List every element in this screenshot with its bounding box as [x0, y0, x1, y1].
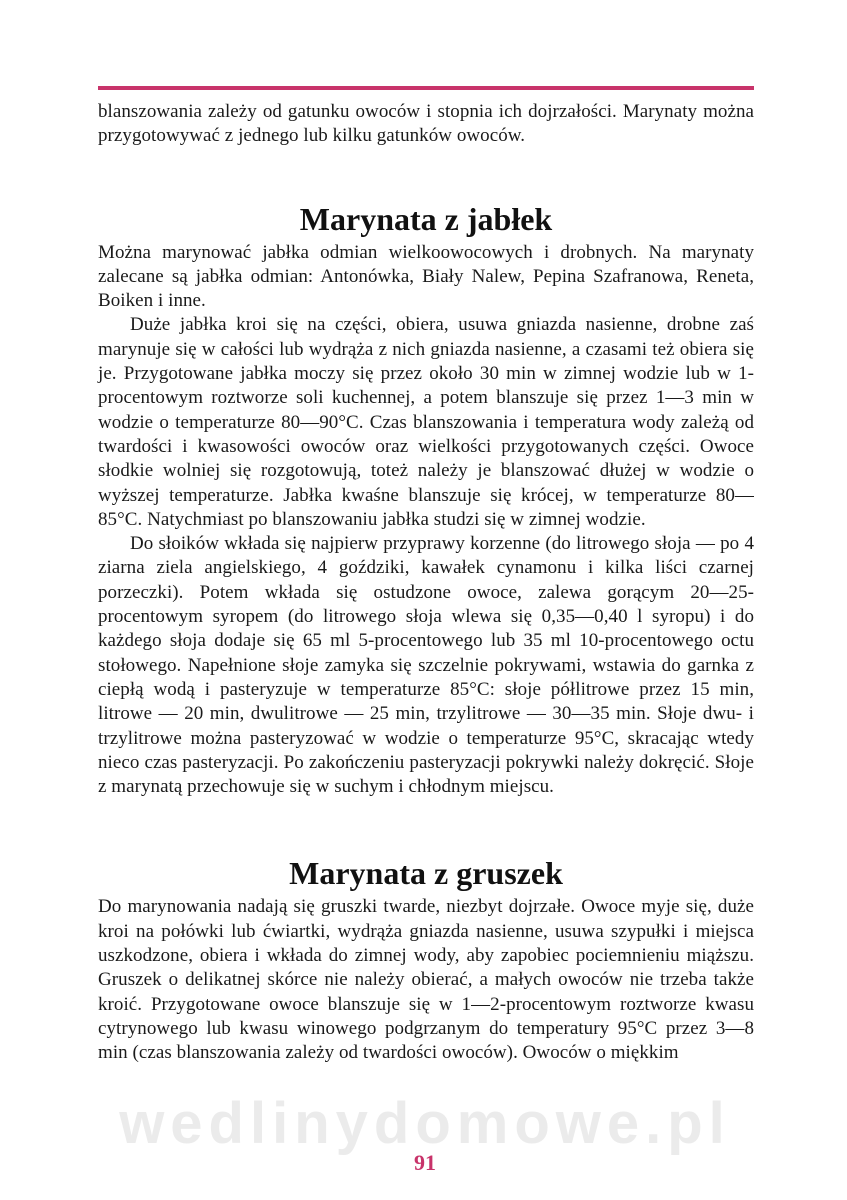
page-content [98, 100, 754, 1066]
header-rule [98, 86, 754, 90]
section-title-apples: Marynata z jabłek [299, 200, 553, 237]
apples-paragraph-2: Duże jabłka kroi się na części, obiera, usuwa gniazda nasienne, drobne zaś marynuje się w całości lub wydrąża z nich gniazda nasienne, a czasami też obiera się je. Przygotowane jabłka moczy się przez około 30 min w zimnej wodzie lub w 1-procentowym roztworze soli kuchennej, a potem blanszuje się przez 1—3 min w wodzie o temperaturze 80—90°C. Czas blanszowania i temperatura wody zależą od twardości i kwasowości owoców oraz wielkości przygotowanych części. Owoce słodkie wolniej się rozgotowują, toteż należy je blanszować dłużej w wodzie o wyższej temperaturze. Jabłka kwaśne blanszuje się krócej, w temperaturze 80—85°C. Natychmiast po blanszowaniu jabłka studzi się w zimnej wodzie. [98, 314, 754, 530]
apples-paragraph-1: Można marynować jabłka odmian wielkoowocowych i drobnych. Na marynaty zalecane są jabłka odmian: Antonówka, Biały Nalew, Pepina Szafranowa, Reneta, Boiken i inne. [98, 241, 754, 312]
pears-paragraph-1: Do marynowania nadają się gruszki twarde, niezbyt dojrzałe. Owoce myje się, duże kroi na połówki lub ćwiartki, wydrąża gniazda nasienne, usuwa szypułki i miejsca uszkodzone, obiera i wkłada do zimnej wody, aby zapobiec pociemnieniu miąższu. Gruszek o delikatnej skórce nie należy obierać, a małych owoców nie trzeba także kroić. Przygotowane owoce blanszuje się w 1—2-procentowym roztworze kwasu cytrynowego lub kwasu winowego podgrzanym do temperatury 95°C przez 3—8 min (czas blanszowania zależy od twardości owoców). Owoców o miękkim [98, 896, 754, 1064]
intro-paragraph: blanszowania zależy od gatunku owoców i stopnia ich dojrzałości. Marynaty można przygotowywać z jednego lub kilku gatunków owoców. [98, 101, 754, 147]
page-number: 91 [414, 1150, 436, 1175]
watermark: wedlinydomowe.pl [119, 1091, 731, 1156]
section-title-pears: Marynata z gruszek [289, 855, 563, 892]
apples-paragraph-3: Do słoików wkłada się najpierw przyprawy korzenne (do litrowego słoja — po 4 ziarna ziela angielskiego, 4 goździki, kawałek cynamonu i kilka liści czarnej porzeczki). Potem wkłada się ostudzone owoce, zalewa gorącym 20—25-procentowym syropem (do litrowego słoja wlewa się 0,35—0,40 l syropu) i do każdego słoja dodaje się 65 ml 5-procentowego lub 35 ml 10-procentowego octu stołowego. Napełnione słoje zamyka się szczelnie pokrywami, wstawia do garnka z ciepłą wodą i pasteryzuje w temperaturze 85°C: słoje półlitrowe przez 15 min, litrowe — 20 min, dwulitrowe — 25 min, trzylitrowe — 30—35 min. Słoje dwu- i trzylitrowe można pasteryzować w wodzie o temperaturze 95°C, skracając wtedy nieco czas pasteryzacji. Po zakończeniu pasteryzacji pokrywki należy dokręcić. Słoje z marynatą przechowuje się w suchym i chłodnym miejscu. [98, 533, 754, 798]
